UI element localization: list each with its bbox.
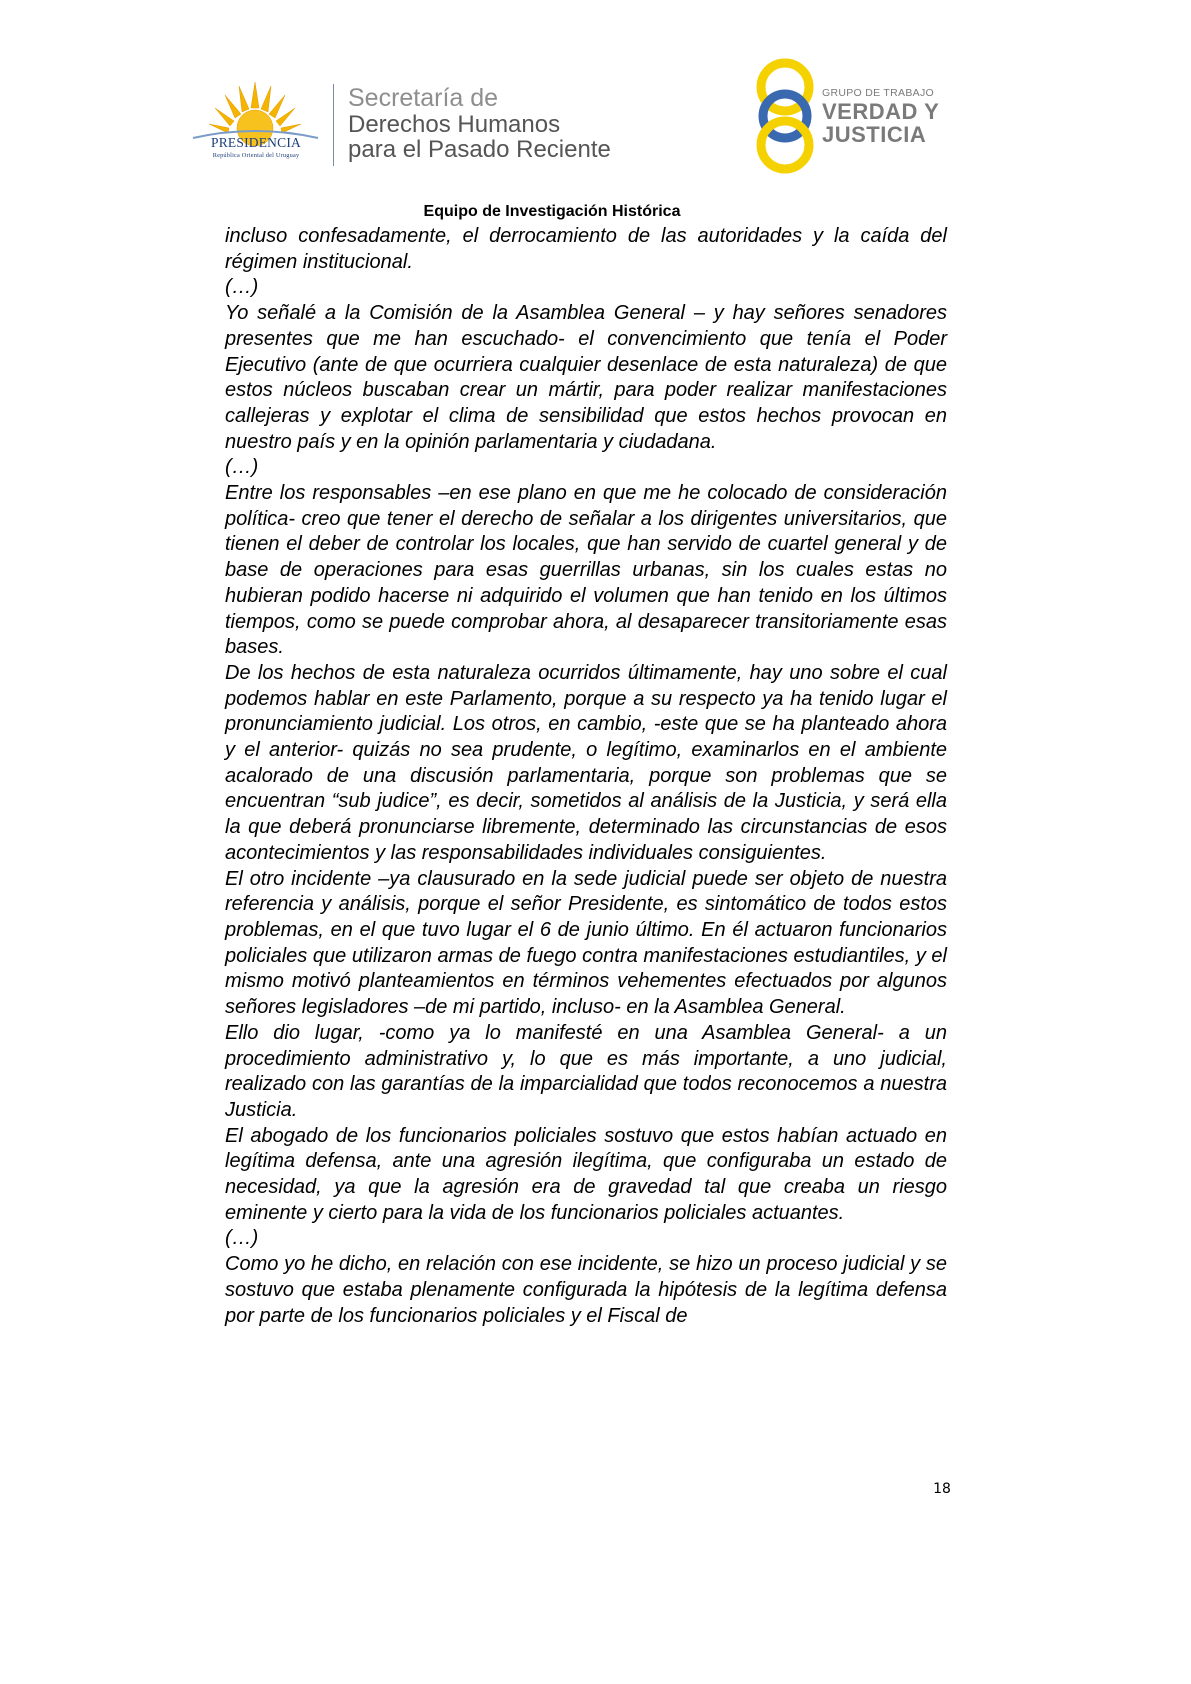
grupo-line-3: JUSTICIA: [822, 121, 927, 147]
paragraph: Como yo he dicho, en relación con ese incidente, se hizo un proceso judicial y se sostuvo que estaba plenamente configurada la hipótesis de la legítima defensa por parte de los funcionarios policiales y el Fiscal de: [225, 1253, 947, 1327]
document-body: [225, 224, 947, 1329]
secretaria-logo-text: [348, 86, 611, 162]
page-number: 18: [933, 1481, 951, 1497]
republica-label: República Oriental del Uruguay: [212, 152, 300, 159]
secretaria-line-3: para el Pasado Reciente: [348, 136, 611, 163]
paragraph: incluso confesadamente, el derrocamiento de las autoridades y la caída del régimen institucional.: [225, 225, 947, 273]
paragraph: Ello dio lugar, -como ya lo manifesté en una Asamblea General- a un procedimiento administrativo y, lo que es más importante, a uno judicial, realizado con las garantías de la imparcialidad que todos reconocemos a nuestra Justicia.: [225, 1021, 947, 1121]
secretaria-line-2: Derechos Humanos: [348, 111, 561, 138]
grupo-line-1: GRUPO DE TRABAJO: [822, 87, 934, 99]
verdad-justicia-logo-text: [822, 88, 939, 146]
header-divider: [333, 84, 334, 166]
grupo-line-2: VERDAD Y: [822, 98, 940, 124]
paragraph: (…): [225, 456, 259, 479]
verdad-justicia-rings-logo: [749, 58, 821, 174]
paragraph: Yo señalé a la Comisión de la Asamblea General – y hay señores senadores presentes que me han escuchado- el convencimiento que tenía el Poder Ejecutivo (ante de que ocurriera cualquier desenlace de esta naturaleza) de que estos núcleos buscaban crear un mártir, para poder realizar manifestaciones callejeras y explotar el clima de sensibilidad que estos hechos provocan en nuestro país y en la opinión parlamentaria y ciudadana.: [225, 302, 947, 453]
paragraph: Entre los responsables –en ese plano en que me he colocado de consideración política- creo que tener el derecho de señalar a los dirigentes universitarios, que tienen el deber de controlar los locales, que han servido de cuartel general y de base de operaciones para esas guerrillas urbanas, sin los cuales estas no hubieran podido hacerse ni adquirido el volumen que han tenido en los últimos tiempos, como se puede comprobar ahora, al desaparecer transitoriamente esas bases.: [225, 482, 947, 659]
secretaria-line-1: Secretaría de: [348, 84, 499, 112]
paragraph: El otro incidente –ya clausurado en la sede judicial puede ser objeto de nuestra referencia y análisis, porque el señor Presidente, es sintomático de todos estos problemas, en el que tuvo lugar el 6 de junio último. En él actuaron funcionarios policiales que utilizaron armas de fuego contra manifestaciones estudiantiles, y el mismo motivó planteamientos en términos vehementes efectuados por algunos señores legisladores –de mi partido, incluso- en la Asamblea General.: [225, 867, 947, 1019]
paragraph: El abogado de los funcionarios policiales sostuvo que estos habían actuado en legítima defensa, ante una agresión ilegítima, que configuraba un estado de necesidad, ya que la agresión era de gravedad tal que creaba un riesgo eminente y cierto para la vida de los funcionarios policiales actuantes.: [225, 1124, 947, 1224]
team-title: Equipo de Investigación Histórica: [423, 203, 681, 220]
paragraph: (…): [225, 276, 259, 299]
paragraph: De los hechos de esta naturaleza ocurridos últimamente, hay uno sobre el cual podemos hablar en este Parlamento, porque a su respecto ya ha tenido lugar el pronunciamiento judicial. Los otros, en cambio, -este que se ha planteado ahora y el anterior- quizás no sea prudente, o legítimo, examinarlos en el ambiente acalorado de una discusión parlamentaria, porque son problemas que se encuentran “sub judice”, es decir, sometidos al análisis de la Justicia, y será ella la que deberá pronunciarse libremente, determinado las circunstancias de esos acontecimientos y las responsabilidades individuales consiguientes.: [225, 661, 947, 864]
paragraph: (…): [225, 1227, 259, 1250]
page-header: [0, 0, 1104, 200]
presidencia-label: PRESIDENCIA: [211, 135, 301, 150]
